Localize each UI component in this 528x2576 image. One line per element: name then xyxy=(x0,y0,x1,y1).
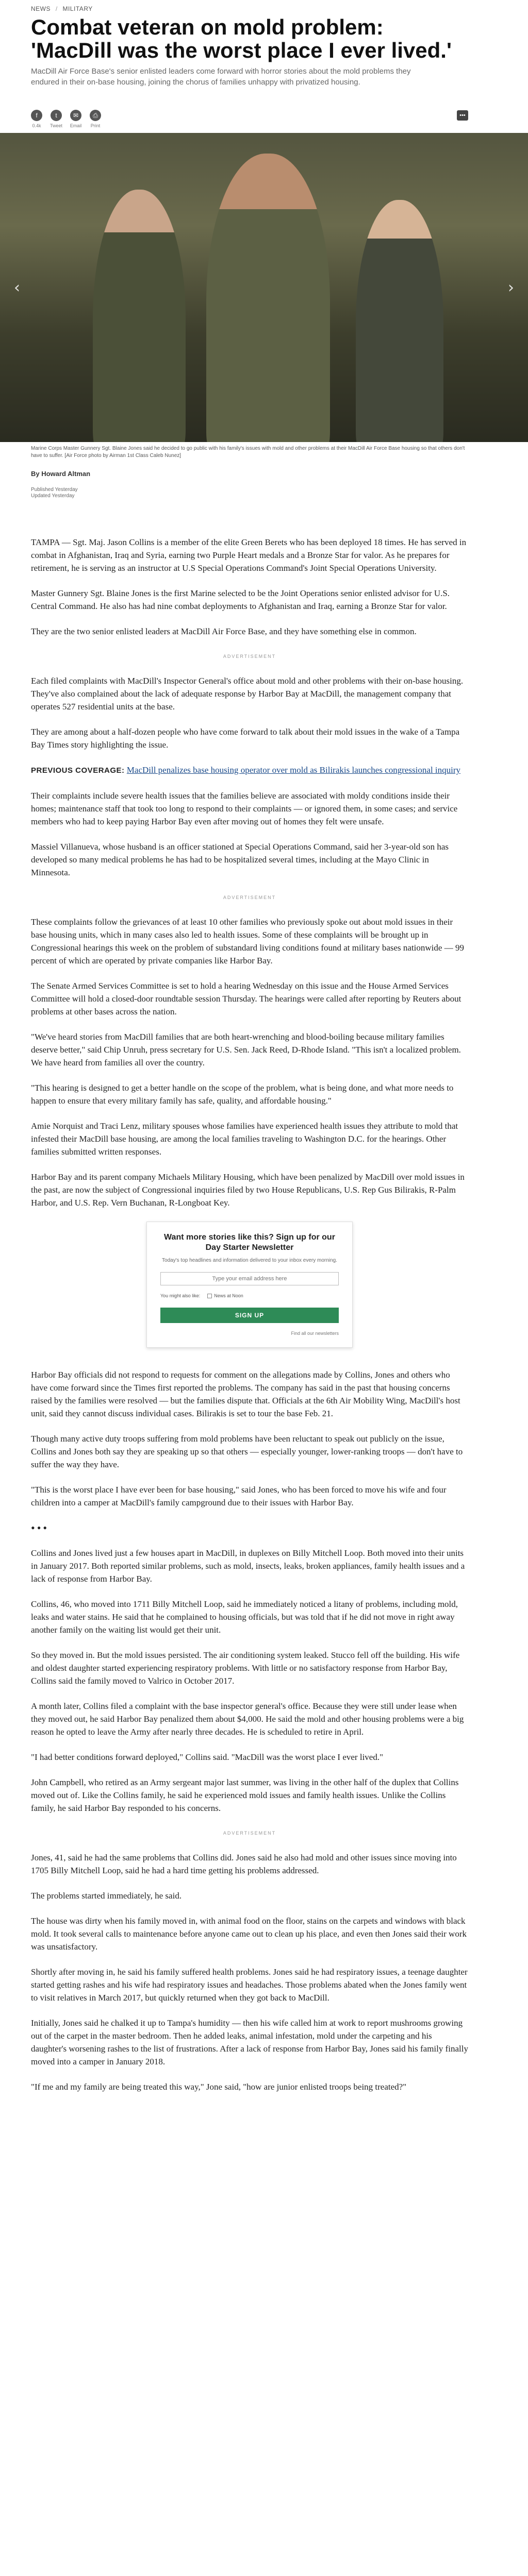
paragraph: They are the two senior enlisted leaders at MacDill Air Force Base, and they have something else in common. xyxy=(31,626,417,636)
ad-label: ADVERTISEMENT xyxy=(223,895,276,900)
paragraph: Shortly after moving in, he said his family suffered health problems. Jones said he had respiratory issues, a teenage daughter started getting rashes and his wife had respiratory issues and headaches. Those problems abated when the Jones family went to visit relatives in March 2017, but quickly returned when they got back to MacDill. xyxy=(31,1967,468,2003)
byline xyxy=(31,470,90,499)
newsletter-title: Want more stories like this? Sign up for our Day Starter Newsletter xyxy=(164,1233,335,1252)
paragraph: Collins and Jones lived just a few houses apart in MacDill, in duplexes on Billy Mitchell Loop. Both moved into their units in January 2017. Both reported similar problems, such as mold, insects, leaks, broken appliances, family health issues and a lack of response from Harbor Bay. xyxy=(31,1548,465,1584)
checkbox-icon[interactable] xyxy=(207,1294,212,1298)
paragraph: Initially, Jones said he chalked it up to Tampa's humidity — then his wife called him at work to report mushrooms growing out of the carpet in the master bedroom. Then he added leaks, animal infestation, mold under the carpeting and his daughter's worsening rashes to the list of frustrations. After a lack of response from Harbor Bay, Jones said his family finally moved into a camper in January 2018. xyxy=(31,2018,468,2066)
paragraph: So they moved in. But the mold issues persisted. The air conditioning system leaked. Stucco fell off the building. His wife and oldest daughter started experiencing respiratory problems. With little or no satisfactory response from Harbor Bay, Collins said the family moved to Valrico in October 2017. xyxy=(31,1650,460,1686)
photo-next-button[interactable]: › xyxy=(508,278,514,297)
paragraph: The problems started immediately, he said. xyxy=(31,1891,182,1901)
author-name[interactable]: By Howard Altman xyxy=(31,470,91,478)
paragraph: Master Gunnery Sgt. Blaine Jones is the first Marine selected to be the Joint Operations senior enlisted advisor for U.S. Central Command. He also has had nine combat deployments to Afghanistan and Iraq, earning a Bronze Star for valor. xyxy=(31,588,450,611)
section-divider: ••• xyxy=(31,1521,50,1534)
ad-label: ADVERTISEMENT xyxy=(223,654,276,659)
paragraph: John Campbell, who retired as an Army sergeant major last summer, was living in the other half of the duplex that Collins moved out of. Like the Collins family, he said he experienced mold issues and family health issues. Unlike the Collins family, he said Harbor Bay responded to his concerns. xyxy=(31,1777,459,1813)
comments-icon[interactable]: ••• xyxy=(457,110,468,121)
paragraph: These complaints follow the grievances of at least 10 other families who previously spoke out about mold issues in their base housing units, which in many cases also led to health issues. Some of these complaints will be brought up in Congressional hearings this week on the problem of substandard living conditions found at military bases nationwide — 99 percent of which are operated by private companies like Harbor Bay. xyxy=(31,917,464,965)
paragraph: The Senate Armed Services Committee is set to hold a hearing Wednesday on this issue and the House Armed Services Committee will hold a closed-door roundtable session Thursday. The hearings were called after reporting by Reuters about problems at other bases across the nation. xyxy=(31,981,461,1016)
email-icon[interactable]: ✉ Email xyxy=(70,110,81,121)
twitter-icon[interactable]: t Tweet xyxy=(51,110,62,121)
newsletter-subtitle: Today's top headlines and information delivered to your inbox every morning. xyxy=(162,1258,337,1263)
print-icon[interactable]: ⎙ Print xyxy=(90,110,101,121)
published-label: Published Yesterday xyxy=(31,487,78,493)
paragraph: Harbor Bay and its parent company Michaels Military Housing, which have been penalized by MacDill over mold issues in the past, are now the subject of Congressional inquiries filed by two House Republicans, U.S. Rep Gus Bilirakis, R-Palm Harbor, and U.S. Rep. Vern Buchanan, R-Longboat Key. xyxy=(31,1172,465,1208)
page-title: Combat veteran on mold problem: 'MacDill was the worst place I ever lived.' xyxy=(31,15,452,62)
paragraph: Harbor Bay officials did not respond to requests for comment on the allegations made by Collins, Jones and others who have come forward since the Times first reported the problems. The company has said in the past that housing concerns raised by the families were resolved — but the families dispute that. Officials at the 6th Air Mobility Wing, MacDill's host unit, said they cannot discuss individual cases. Bilirakis is set to tour the base Feb. 21. xyxy=(31,1370,460,1418)
updated-label: Updated Yesterday xyxy=(31,493,75,499)
paragraph: "This hearing is designed to get a better handle on the scope of the problem, what is being done, and what more needs to happen to ensure that every military family has safe, quality, and affordable housing." xyxy=(31,1083,454,1106)
paragraph: Jones, 41, said he had the same problems that Collins did. Jones said he also had mold and other issues since moving into 1705 Billy Mitchell Loop, said he had a hard time getting his problems addressed. xyxy=(31,1853,457,1875)
paragraph: Though many active duty troops suffering from mold problems have been reluctant to speak out publicly on the issue, Collins and Jones both say they are speaking up so that others — especially younger, lower-ranking troops — don't have to suffer the way they have. xyxy=(31,1434,463,1469)
all-newsletters-link[interactable]: Find all our newsletters xyxy=(291,1331,339,1336)
paragraph: "This is the worst place I have ever been for base housing," said Jones, who has been forced to move his wife and four children into a camper at MacDill's family campground due to their issues with Harbor Bay. xyxy=(31,1485,447,1507)
facebook-icon[interactable]: f 0.4k xyxy=(31,110,42,121)
newsletter-signup xyxy=(146,1222,353,1348)
photo-figure-right xyxy=(356,200,443,442)
article-body xyxy=(31,536,468,2106)
share-bar xyxy=(31,105,468,126)
paragraph: Amie Norquist and Traci Lenz, military spouses whose families have experienced health issues they attribute to mold that infested their MacDill base housing, are among the local families traveling to Washington D.C. for the hearings. Other families submitted written responses. xyxy=(31,1121,458,1157)
photo-figure-center xyxy=(206,154,330,442)
newsletter-options xyxy=(160,1290,339,1302)
paragraph: Massiel Villanueva, whose husband is an officer stationed at Special Operations Command, said her 3-year-old son has developed so many medical problems he has had to be hospitalized several times, including at the Mayo Clinic in Minnesota. xyxy=(31,842,449,877)
paragraph: They are among about a half-dozen people who have come forward to talk about their mold issues in the wake of a Tampa Bay Times story highlighting the issue. xyxy=(31,727,460,750)
newsletter-option-label: You might also like: xyxy=(160,1293,201,1298)
ad-label: ADVERTISEMENT xyxy=(223,1831,276,1836)
breadcrumb xyxy=(31,5,96,12)
paragraph: Collins, 46, who moved into 1711 Billy Mitchell Loop, said he immediately noticed a litany of problems, including mold, leaks and water stains. He said that he complained to housing officials, but was told that if he did not move in right away another family on the waiting list would get their unit. xyxy=(31,1599,458,1635)
breadcrumb-separator: / xyxy=(55,5,58,12)
sign-up-button[interactable]: SIGN UP xyxy=(160,1308,339,1323)
paragraph: "We've heard stories from MacDill families that are both heart-wrenching and blood-boiling because military families deserve better," said Chip Unruh, press secretary for U.S. Sen. Jack Reed, D-Rhode Island. "This isn't a localized problem. We have heard from families all over the country. xyxy=(31,1032,461,1067)
hero-photo xyxy=(0,133,528,442)
photo-caption: Marine Corps Master Gunnery Sgt. Blaine Jones said he decided to go public with his family's issues with mold and other problems at their MacDill Air Force Base housing so that others don't have to suffer. [Air Force photo by Airman 1st Class Caleb Nunez] xyxy=(31,446,465,459)
breadcrumb-section[interactable]: NEWS xyxy=(31,5,51,12)
breadcrumb-subsection[interactable]: MILITARY xyxy=(62,5,93,12)
photo-prev-button[interactable]: ‹ xyxy=(14,278,20,297)
news-at-noon-option[interactable]: News at Noon xyxy=(207,1290,243,1302)
previous-coverage-link[interactable]: MacDill penalizes base housing operator over mold as Bilirakis launches congressional inquiry xyxy=(126,765,461,775)
paragraph: A month later, Collins filed a complaint with the base inspector general's office. Because they were still under lease when they moved out, he said Harbor Bay penalized them about $4,000. He said the mold and other housing problems were a big reason he opted to leave the Army after nearly three decades. He is scheduled to retire in April. xyxy=(31,1701,464,1737)
paragraph: The house was dirty when his family moved in, with animal food on the floor, stains on the carpets and windows with black mold. It took several calls to maintenance before anyone came out to clean up his place, and even then Jones said their work was unsatisfactory. xyxy=(31,1916,467,1952)
paragraph: TAMPA — Sgt. Maj. Jason Collins is a member of the elite Green Berets who has been deployed 18 times. He has served in combat in Afghanistan, Iraq and Syria, earning two Purple Heart medals and a Bronze Star for valor. As he prepares for retirement, he is serving as an instructor at U.S Special Operations Command's Joint Special Operations University. xyxy=(31,537,467,573)
photo-figure-left xyxy=(93,190,186,442)
paragraph: Their complaints include severe health issues that the families believe are associated with moldy conditions inside their homes; maintenance staff that took too long to respond to their complaints — or ignored them, in some cases; and service members who had to keep paying Harbor Bay even after moving out of homes they felt were unsafe. xyxy=(31,791,458,826)
previous-coverage-label: PREVIOUS COVERAGE: xyxy=(31,766,125,775)
email-input[interactable] xyxy=(160,1272,339,1285)
paragraph: Each filed complaints with MacDill's Inspector General's office about mold and other problems with their on-base housing. They've also complained about the lack of adequate response by Harbor Bay at MacDill, the management company that operates 527 residential units at the base. xyxy=(31,676,464,711)
paragraph: "If me and my family are being treated this way," Jone said, "how are junior enlisted troops being treated?" xyxy=(31,2082,407,2092)
article-dek: MacDill Air Force Base's senior enlisted leaders come forward with horror stories about the mold problems they endured in their on-base housing, joining the chorus of families unhappy with privatized housing. xyxy=(31,67,411,87)
paragraph: "I had better conditions forward deployed," Collins said. "MacDill was the worst place I ever lived." xyxy=(31,1752,384,1762)
previous-coverage xyxy=(31,764,468,777)
